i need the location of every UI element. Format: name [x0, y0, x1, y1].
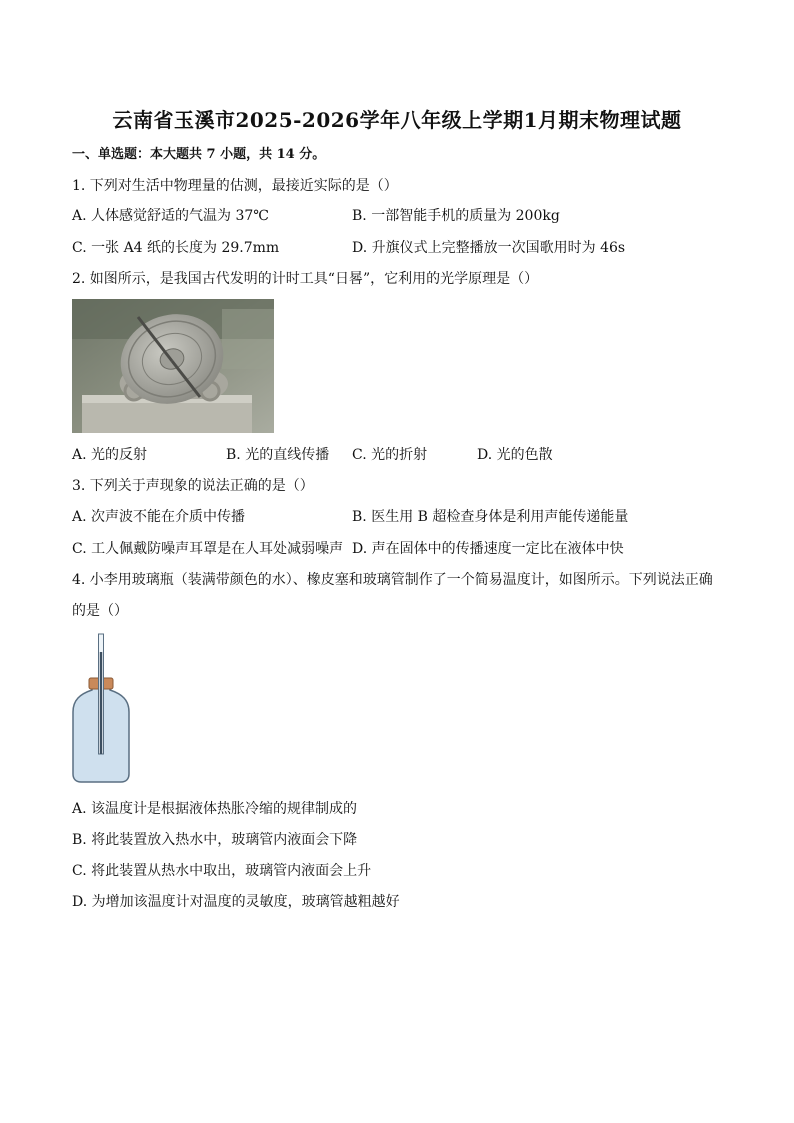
question-3-option-b: B. 医生用 B 超检查身体是利用声能传递能量	[352, 509, 629, 525]
section-heading: 一、单选题：本大题共 7 小题，共 14 分。	[72, 147, 326, 162]
question-1-stem: 1. 下列对生活中物理量的估测，最接近实际的是（）	[72, 178, 398, 194]
thermometer-bottle-diagram	[70, 632, 132, 784]
question-3-option-a: A. 次声波不能在介质中传播	[72, 509, 246, 525]
question-2-option-b: B. 光的直线传播	[226, 447, 330, 463]
question-4-option-b: B. 将此装置放入热水中，玻璃管内液面会下降	[72, 832, 358, 848]
question-1-option-a: A. 人体感觉舒适的气温为 37℃	[72, 208, 269, 224]
question-2-option-a: A. 光的反射	[72, 447, 148, 463]
question-2-option-c: C. 光的折射	[352, 447, 428, 463]
question-2-option-d: D. 光的色散	[477, 447, 553, 463]
sundial-photo	[72, 299, 274, 433]
question-1-option-d: D. 升旗仪式上完整播放一次国歌用时为 46s	[352, 240, 626, 256]
question-3-option-c: C. 工人佩戴防噪声耳罩是在人耳处减弱噪声	[72, 541, 344, 557]
question-1-option-b: B. 一部智能手机的质量为 200kg	[352, 208, 560, 224]
question-4-option-a: A. 该温度计是根据液体热胀冷缩的规律制成的	[72, 801, 358, 817]
question-4-option-c: C. 将此装置从热水中取出，玻璃管内液面会上升	[72, 863, 372, 879]
page-title: 云南省玉溪市2025-2026学年八年级上学期1月期末物理试题	[112, 108, 682, 132]
question-1-option-c: C. 一张 A4 纸的长度为 29.7mm	[72, 240, 280, 256]
question-3-option-d: D. 声在固体中的传播速度一定比在液体中快	[352, 541, 624, 557]
question-4-stem-line-1: 4. 小李用玻璃瓶（装满带颜色的水）、橡皮塞和玻璃管制作了一个简易温度计，如图所示。下列说法正确	[72, 572, 713, 588]
question-3-stem: 3. 下列关于声现象的说法正确的是（）	[72, 478, 314, 494]
question-4-option-d: D. 为增加该温度计对温度的灵敏度，玻璃管越粗越好	[72, 894, 400, 910]
question-2-stem: 2. 如图所示，是我国古代发明的计时工具“日晷”，它利用的光学原理是（）	[72, 271, 539, 287]
question-4-stem-line-2: 的是（）	[72, 603, 128, 619]
question-2-options	[72, 445, 572, 465]
